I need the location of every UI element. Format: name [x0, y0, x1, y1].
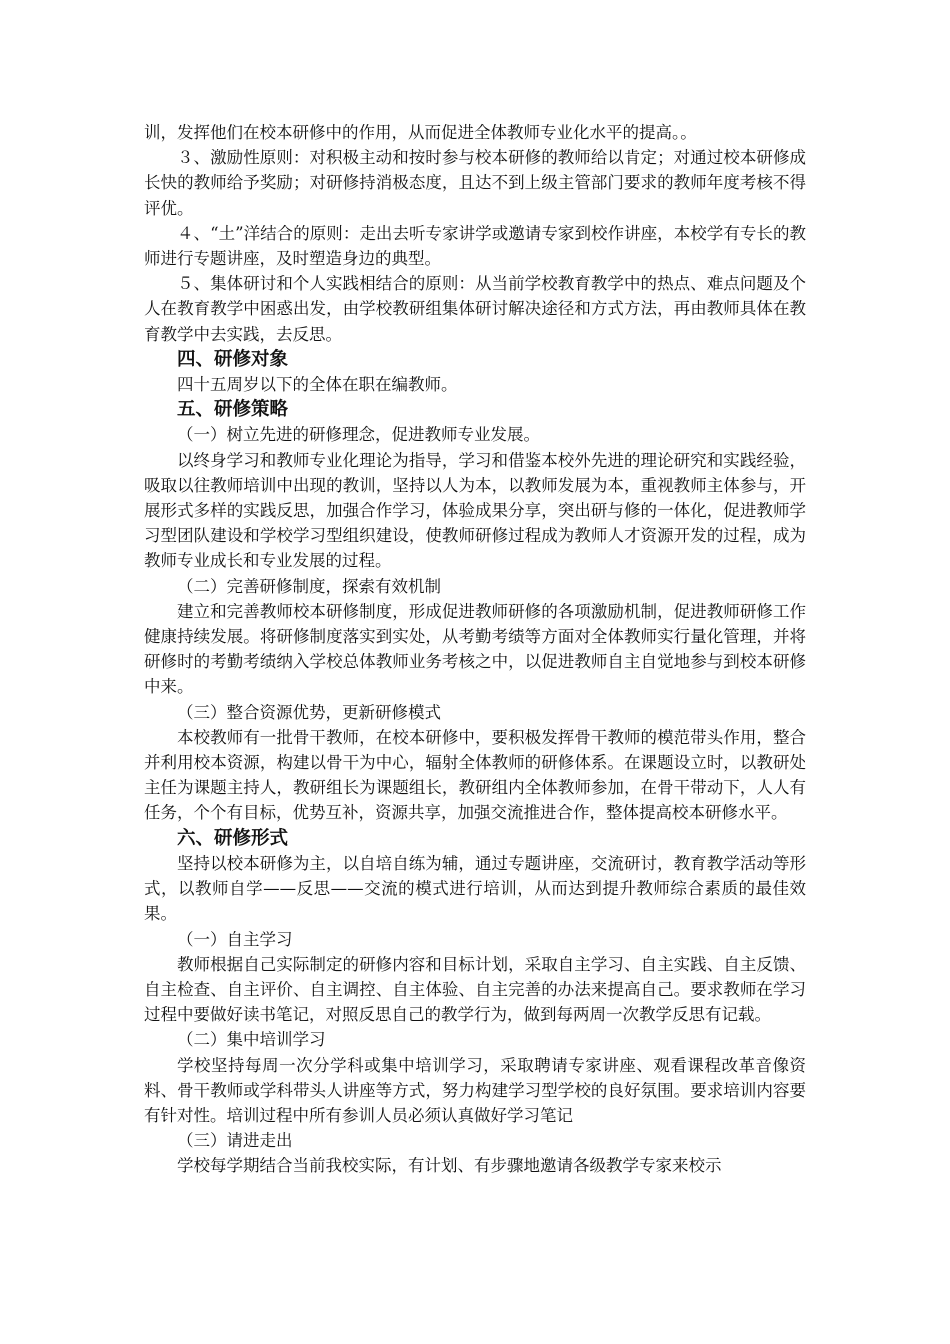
- paragraph-5-3: 本校教师有一批骨干教师，在校本研修中，要积极发挥骨干教师的模范带头作用，整合并利用校本资源，构建以骨干为中心，辐射全体教师的研修体系。在课题设立时，以教研处主任为课题主持人，教研组长为课题组长，教研组内全体教师参加，在骨干带动下，人人有任务，个个有目标，优势互补，资源共享，加强交流推进合作，整体提高校本研修水平。: [144, 727, 806, 823]
- principle-local-foreign: ４、“土”洋结合的原则：走出去听专家讲学或邀请专家到校作讲座，本校学有专长的教师进行专题讲座，及时塑造身边的典型。: [144, 223, 806, 269]
- paragraph-6-intro: 坚持以校本研修为主，以自培自练为辅，通过专题讲座，交流研讨，教育教学活动等形式，以教师自学——反思——交流的模式进行培训，从而达到提升教师综合素质的最佳效果。: [144, 853, 806, 924]
- paragraph-5-1: 以终身学习和教师专业化理论为指导，学习和借鉴本校外先进的理论研究和实践经验，吸取以往教师培训中出现的教训，坚持以人为本，以教师发展为本，重视教师主体参与，开展形式多样的实践反思，加强合作学习，体验成果分享，突出研与修的一体化，促进教师学习型团队建设和学校学习型组织建设，使教师研修过程成为教师人才资源开发的过程，成为教师专业成长和专业发展的过程。: [144, 450, 806, 571]
- paragraph-6-1: 教师根据自己实际制定的研修内容和目标计划，采取自主学习、自主实践、自主反馈、自主检查、自主评价、自主调控、自主体验、自主完善的办法来提高自己。要求教师在学习过程中要做好读书笔记，对照反思自己的教学行为，做到每两周一次教学反思有记载。: [144, 954, 806, 1025]
- paragraph-5-2: 建立和完善教师校本研修制度，形成促进教师研修的各项激励机制，促进教师研修工作健康持续发展。将研修制度落实到实处，从考勤考绩等方面对全体教师实行量化管理，并将研修时的考勤考绩纳入学校总体教师业务考核之中，以促进教师自主自觉地参与到校本研修中来。: [144, 601, 806, 697]
- section-heading-6: 六、研修形式: [177, 827, 289, 849]
- principle-collective-practice: ５、集体研讨和个人实践相结合的原则：从当前学校教育教学中的热点、难点问题及个人在教育教学中困惑出发，由学校教研组集体研讨解决途径和方式方法，再由教师具体在教育教学中去实践，去反思。: [144, 274, 806, 344]
- paragraph-continuation: 训，发挥他们在校本研修中的作用，从而促进全体教师专业化水平的提高。。: [144, 123, 697, 142]
- principle-incentive: ３、激励性原则：对积极主动和按时参与校本研修的教师给以肯定；对通过校本研修成长快的教师给予奖励；对研修持消极态度，且达不到上级主管部门要求的教师年度考核不得评优。: [144, 148, 806, 218]
- subheading-6-1: （一）自主学习: [177, 929, 293, 949]
- subheading-6-3: （三）请进走出: [177, 1131, 293, 1151]
- subheading-5-2: （二）完善研修制度，探索有效机制: [177, 576, 441, 596]
- document-page: [144, 120, 806, 1179]
- subheading-5-1: （一）树立先进的研修理念，促进教师专业发展。: [177, 425, 540, 445]
- paragraph-6-3: 学校每学期结合当前我校实际，有计划、有步骤地邀请各级教学专家来校示: [177, 1156, 722, 1176]
- subheading-5-3: （三）整合资源优势，更新研修模式: [177, 702, 441, 722]
- section-heading-4: 四、研修对象: [177, 348, 289, 370]
- section-heading-5: 五、研修策略: [177, 399, 289, 421]
- paragraph-6-2: 学校坚持每周一次分学科或集中培训学习，采取聘请专家讲座、观看课程改革音像资料、骨干教师或学科带头人讲座等方式，努力构建学习型学校的良好氛围。要求培训内容要有针对性。培训过程中所有参训人员必须认真做好学习笔记: [144, 1055, 806, 1125]
- subheading-6-2: （二）集中培训学习: [177, 1030, 326, 1050]
- target-paragraph: 四十五周岁以下的全体在职在编教师。: [177, 375, 458, 395]
